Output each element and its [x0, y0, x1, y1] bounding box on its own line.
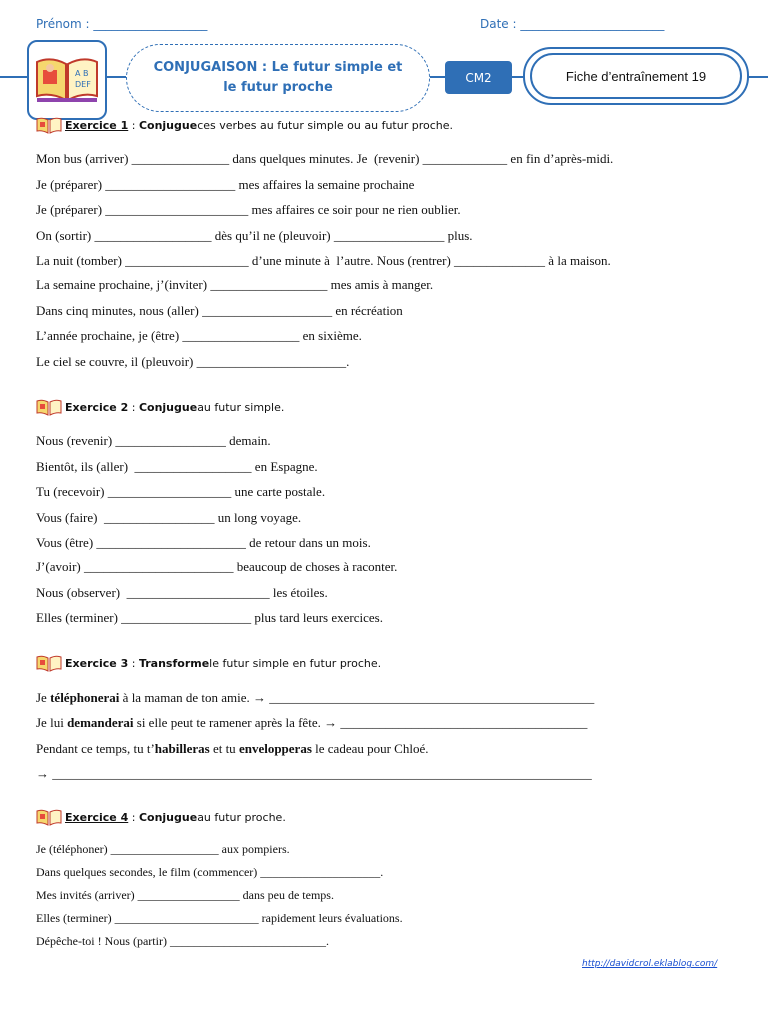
ex1-line[interactable]: Je (préparer) ______________________ mes affaires ce soir pour ne rien oublier.: [36, 202, 461, 217]
ex4-line[interactable]: Je (téléphoner) __________________ aux pompiers.: [36, 842, 290, 856]
exercise-2-label: Exercice 2: [65, 400, 129, 414]
ex2-line[interactable]: J’(avoir) _______________________ beaucoup de choses à raconter.: [36, 559, 398, 574]
book-logo-icon: [27, 40, 107, 120]
ex1-line[interactable]: L’année prochaine, je (être) __________________ en sixième.: [36, 328, 362, 343]
ex2-line[interactable]: Vous (être) _______________________ de retour dans un mois.: [36, 535, 371, 550]
exercise-3-label: Exercice 3: [65, 656, 129, 670]
exercise-3-verb: Transforme: [138, 656, 210, 670]
date-field[interactable]: Date : ________________________: [480, 17, 665, 31]
exercise-4-verb: Conjugue: [138, 810, 198, 824]
exercise-1-instruction: ces verbes au futur simple ou au futur proche.: [197, 118, 454, 132]
exercise-2-instruction: au futur simple.: [197, 400, 285, 414]
ex2-line[interactable]: Vous (faire) _________________ un long voyage.: [36, 510, 302, 525]
footer-link[interactable]: http://davidcrol.eklablog.com/: [582, 959, 718, 969]
exercise-3-instruction: le futur simple en futur proche.: [209, 656, 382, 670]
exercise-4-instruction: au futur proche.: [197, 810, 286, 824]
ex1-line[interactable]: La semaine prochaine, j’(inviter) __________________ mes amis à manger.: [36, 277, 434, 292]
ex2-line[interactable]: Nous (observer) ______________________ les étoiles.: [36, 585, 328, 600]
text: Je: [36, 690, 51, 705]
answer-line[interactable]: à la maman de ton amie. → __________________________________________________: [119, 690, 595, 705]
book-icon: [36, 654, 62, 672]
ex2-line[interactable]: Tu (recevoir) ___________________ une carte postale.: [36, 484, 326, 499]
bold-verb: habilleras: [154, 741, 210, 756]
ex4-line[interactable]: Mes invités (arriver) _________________ dans peu de temps.: [36, 888, 334, 902]
ex3-line-2[interactable]: [36, 715, 587, 731]
text: Pendant ce temps, tu t’: [36, 741, 155, 756]
ex3-line-1[interactable]: [36, 690, 594, 706]
level-badge: CM2: [445, 61, 512, 94]
book-icon: [36, 116, 62, 134]
svg-text:DEF: DEF: [75, 80, 91, 89]
ex2-line[interactable]: Nous (revenir) _________________ demain.: [36, 433, 271, 448]
text: Je lui: [36, 715, 68, 730]
ex4-line[interactable]: Dans quelques secondes, le film (commencer) ____________________.: [36, 865, 384, 879]
exercise-1-title: Exercice 1 : Conjugue ces verbes au futur simple ou au futur proche.: [36, 116, 453, 134]
prenom-field[interactable]: Prénom : ___________________: [36, 17, 208, 31]
exercise-1-verb: Conjugue: [138, 118, 198, 132]
bold-verb: demanderai: [67, 715, 134, 730]
fiche-badge: [523, 47, 749, 105]
bold-verb: envelopperas: [238, 741, 312, 756]
text: et tu: [209, 741, 239, 756]
ex3-line-4[interactable]: → ___________________________________________________________________________________: [36, 766, 592, 781]
ex3-line-3: [36, 741, 428, 757]
ex1-line[interactable]: Dans cinq minutes, nous (aller) ____________________ en récréation: [36, 303, 403, 318]
ex4-line[interactable]: Elles (terminer) ________________________ rapidement leurs évaluations.: [36, 911, 403, 925]
answer-line[interactable]: si elle peut te ramener après la fête. → ______________________________________: [133, 715, 588, 730]
ex2-line[interactable]: Bientôt, ils (aller) __________________ en Espagne.: [36, 459, 318, 474]
exercise-2-verb: Conjugue: [138, 400, 198, 414]
book-icon: [36, 398, 62, 416]
exercise-4-label: Exercice 4: [65, 810, 129, 824]
ex1-line[interactable]: Le ciel se couvre, il (pleuvoir) _______________________.: [36, 354, 350, 369]
ex1-line[interactable]: Mon bus (arriver) _______________ dans quelques minutes. Je (revenir) _____________ en fin d’après-midi.: [36, 151, 614, 166]
exercise-4-title: Exercice 4 : Conjugue au futur proche.: [36, 808, 286, 826]
svg-text:A B: A B: [75, 69, 89, 78]
worksheet-title: [126, 44, 430, 112]
ex1-line[interactable]: On (sortir) __________________ dès qu’il ne (pleuvoir) _________________ plus.: [36, 228, 473, 243]
ex4-line[interactable]: Dépêche-toi ! Nous (partir) __________________________.: [36, 934, 329, 948]
title-line-2: le futur proche: [223, 80, 333, 95]
exercise-2-title: Exercice 2 : Conjugue au futur simple.: [36, 398, 284, 416]
exercise-1-label: Exercice 1: [65, 118, 129, 132]
text: le cadeau pour Chloé.: [311, 741, 429, 756]
exercise-3-title: Exercice 3 : Transforme le futur simple en futur proche.: [36, 654, 381, 672]
title-line-1: CONJUGAISON : Le futur simple et: [153, 60, 403, 75]
ex2-line[interactable]: Elles (terminer) ____________________ plus tard leurs exercices.: [36, 610, 383, 625]
book-icon: [36, 808, 62, 826]
ex1-line[interactable]: La nuit (tomber) ___________________ d’une minute à l’autre. Nous (rentrer) ______________ à la maison.: [36, 253, 611, 268]
ex1-line[interactable]: Je (préparer) ____________________ mes affaires la semaine prochaine: [36, 177, 415, 192]
bold-verb: téléphonerai: [50, 690, 120, 705]
fiche-label: Fiche d’entraînement 19: [530, 53, 742, 99]
